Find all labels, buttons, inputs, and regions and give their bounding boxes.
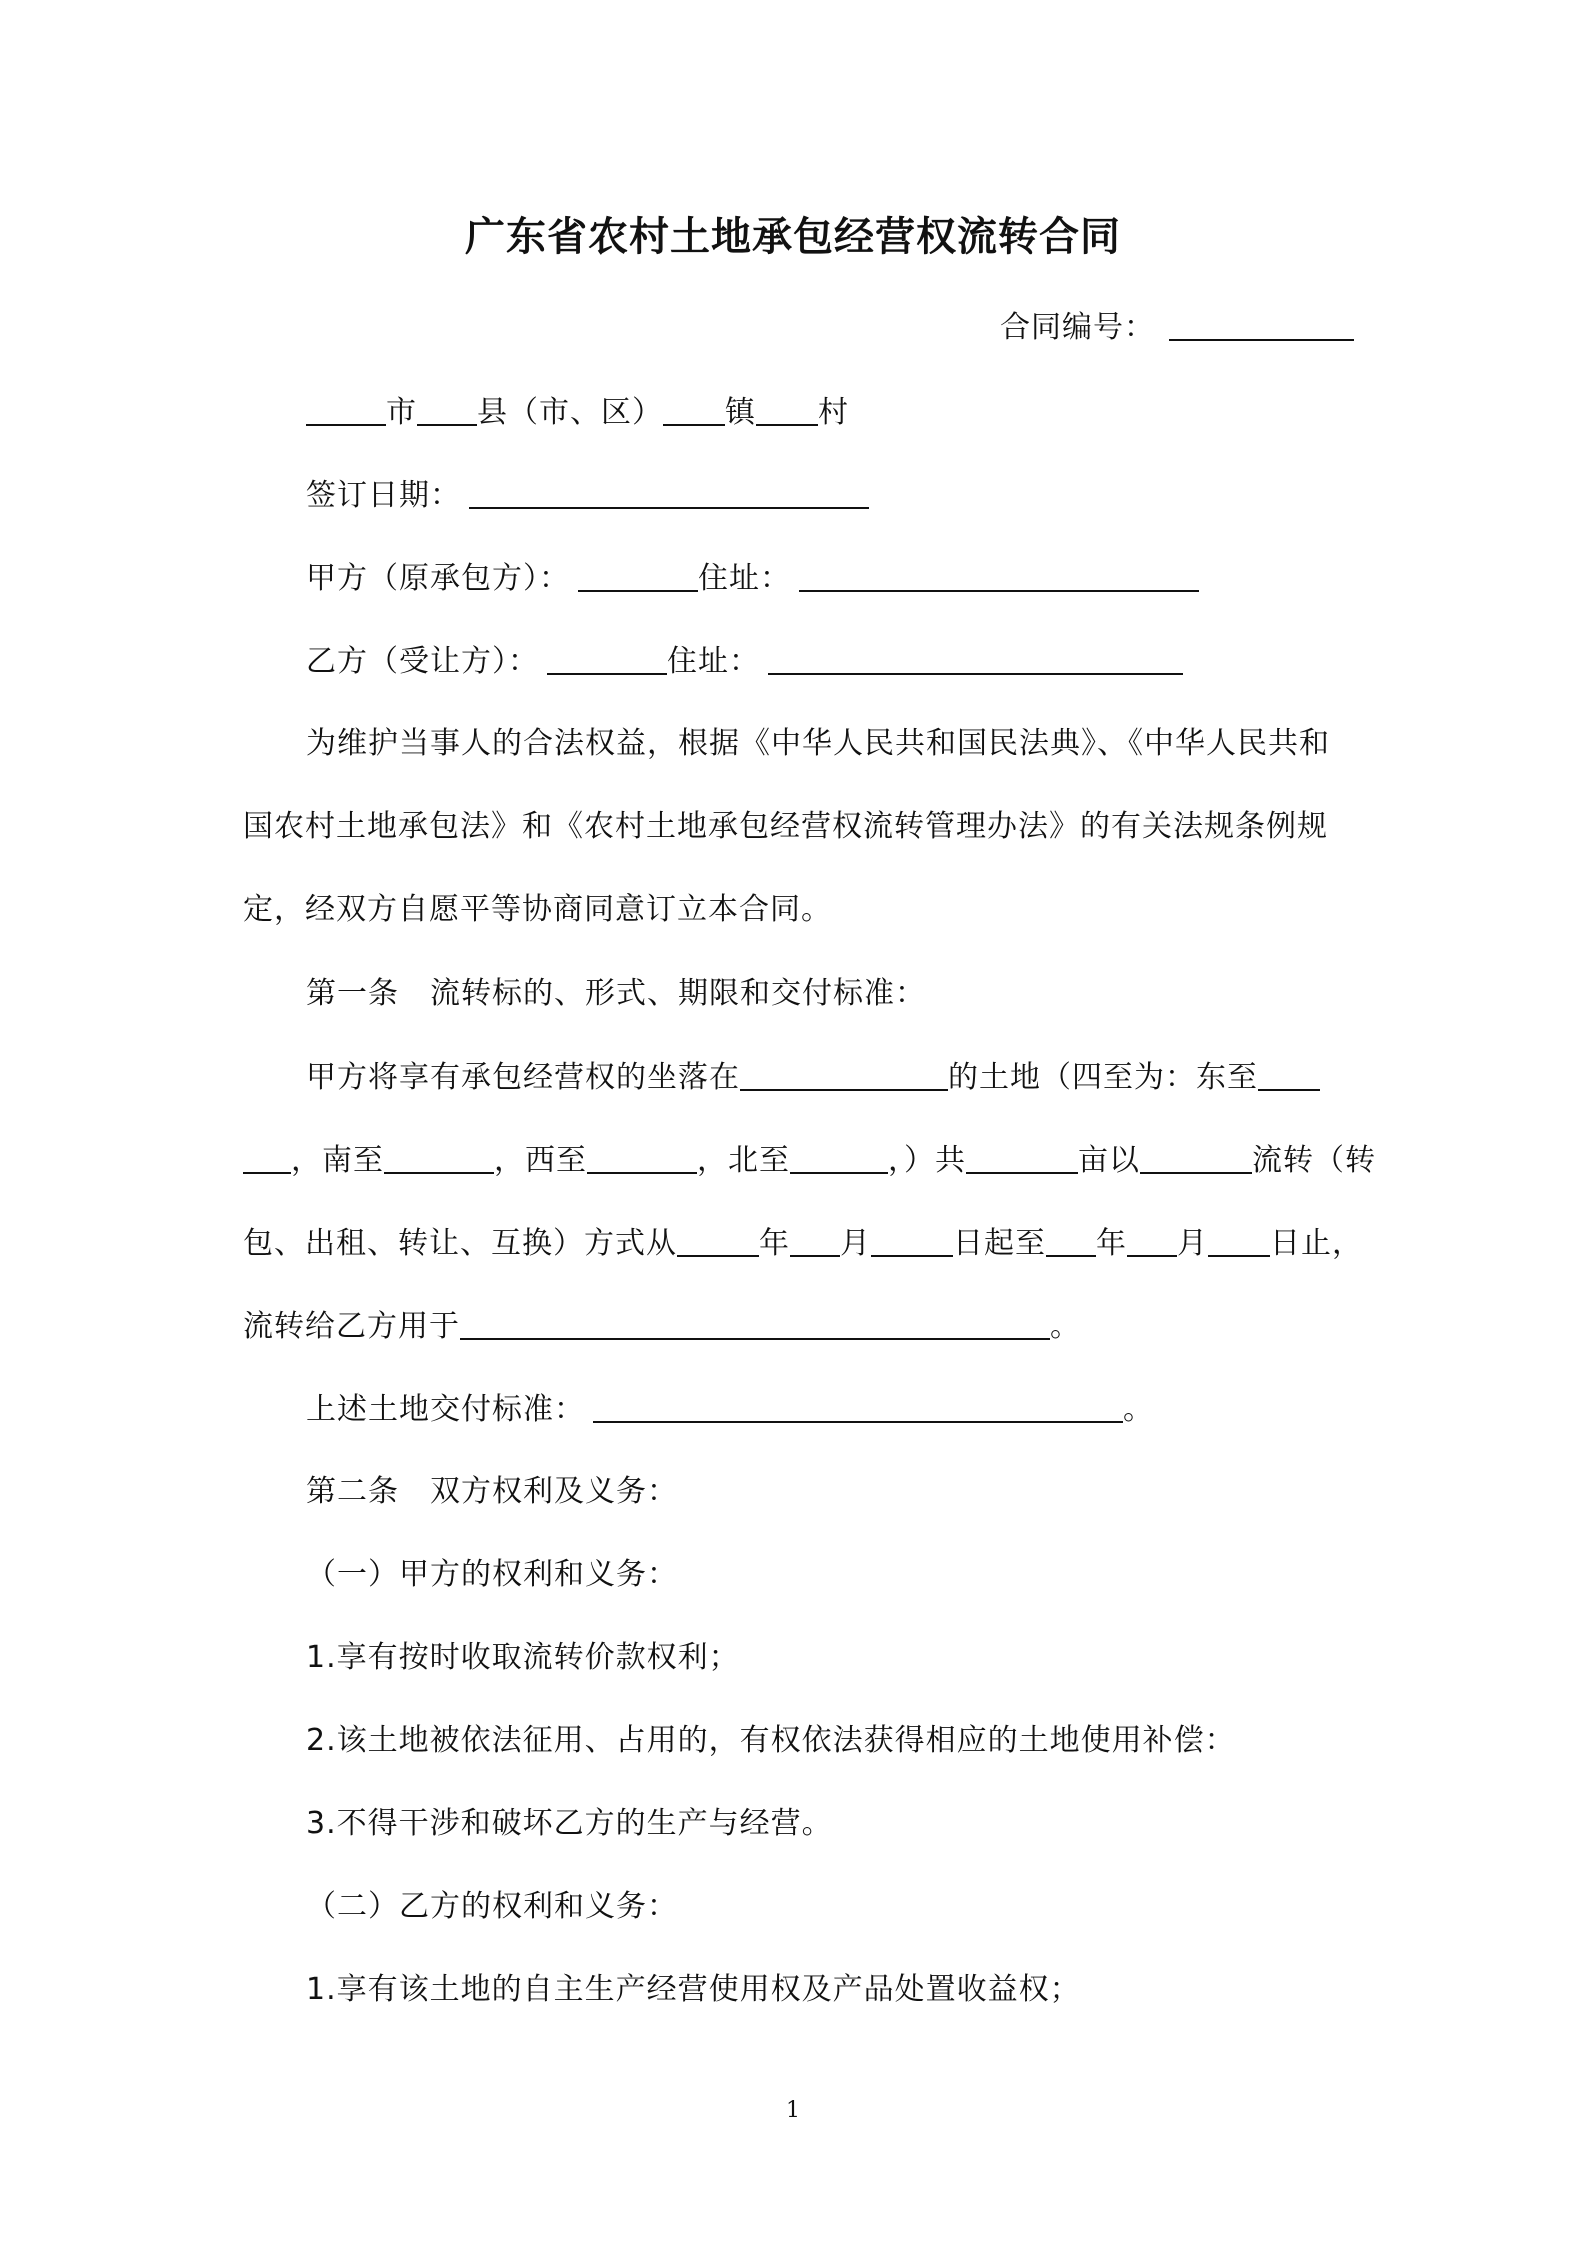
party-a-row <box>306 556 1199 601</box>
boundary-east-field-b[interactable] <box>243 1138 291 1174</box>
party-a-rights-heading: （一）甲方的权利和义务： <box>306 1557 678 1592</box>
boundary-south-label: ，南至 <box>291 1143 384 1178</box>
land-location-label: 甲方将享有承包经营权的坐落在 <box>306 1060 740 1095</box>
party-b-rights-heading: （二）乙方的权利和义务： <box>306 1889 678 1924</box>
usage-label: 流转给乙方用于 <box>243 1309 460 1344</box>
village-field[interactable] <box>756 390 818 426</box>
start-month-label: 月 <box>840 1226 871 1261</box>
boundary-north-field[interactable] <box>790 1138 888 1174</box>
start-month-field[interactable] <box>790 1221 840 1257</box>
party-b-address-label: 住址： <box>667 644 760 679</box>
boundary-east-field-a[interactable] <box>1258 1055 1320 1091</box>
party-b-rights-item: 1.享有该土地的自主生产经营使用权及产品处置收益权； <box>306 1972 1081 2007</box>
article-1-line-2 <box>243 1138 1376 1183</box>
party-a-rights-item: 2.该土地被依法征用、占用的，有权依法获得相应的土地使用补偿： <box>306 1723 1236 1758</box>
city-label: 市 <box>386 395 417 430</box>
start-year-label: 年 <box>759 1226 790 1261</box>
contract-number-row <box>1000 305 1354 350</box>
article-1-line-4 <box>243 1304 1081 1349</box>
sign-date-label: 签订日期： <box>306 478 461 513</box>
delivery-standard-end: 。 <box>1123 1392 1154 1427</box>
usage-end: 。 <box>1050 1309 1081 1344</box>
end-month-label: 月 <box>1177 1226 1208 1261</box>
village-label: 村 <box>818 395 849 430</box>
party-a-label: 甲方（原承包方）： <box>306 561 570 596</box>
area-mu-label: 亩以 <box>1078 1143 1140 1178</box>
transfer-types-label: 包、出租、转让、互换）方式从 <box>243 1226 677 1261</box>
start-day-label: 日起至 <box>953 1226 1046 1261</box>
location-row <box>306 390 849 435</box>
article-1-heading: 第一条 流转标的、形式、期限和交付标准： <box>306 976 926 1011</box>
start-year-field[interactable] <box>677 1221 759 1257</box>
area-total-label: ，）共 <box>888 1143 966 1178</box>
contract-number-label: 合同编号： <box>1000 310 1155 345</box>
boundary-west-field[interactable] <box>587 1138 697 1174</box>
end-year-label: 年 <box>1096 1226 1127 1261</box>
delivery-standard-label: 上述土地交付标准： <box>306 1392 585 1427</box>
usage-field[interactable] <box>460 1304 1050 1340</box>
boundary-south-field[interactable] <box>384 1138 494 1174</box>
party-b-label: 乙方（受让方）： <box>306 644 539 679</box>
city-field[interactable] <box>306 390 386 426</box>
area-mu-field[interactable] <box>966 1138 1078 1174</box>
end-year-field[interactable] <box>1046 1221 1096 1257</box>
sign-date-field[interactable] <box>469 473 869 509</box>
end-month-field[interactable] <box>1127 1221 1177 1257</box>
end-day-field[interactable] <box>1208 1221 1270 1257</box>
party-a-name-field[interactable] <box>578 556 698 592</box>
start-day-field[interactable] <box>871 1221 953 1257</box>
preamble-line-2: 国农村土地承包法》和《农村土地承包经营权流转管理办法》的有关法规条例规 <box>243 809 1328 844</box>
delivery-standard-row <box>306 1387 1154 1432</box>
town-field[interactable] <box>663 390 725 426</box>
delivery-standard-field[interactable] <box>593 1387 1123 1423</box>
transfer-method-field[interactable] <box>1140 1138 1252 1174</box>
party-a-rights-item: 1.享有按时收取流转价款权利； <box>306 1640 740 1675</box>
party-a-rights-item: 3.不得干涉和破坏乙方的生产与经营。 <box>306 1806 833 1841</box>
land-location-field[interactable] <box>740 1055 948 1091</box>
town-label: 镇 <box>725 395 756 430</box>
county-label: 县（市、区） <box>477 395 663 430</box>
boundary-west-label: ，西至 <box>494 1143 587 1178</box>
end-day-label: 日止， <box>1270 1226 1363 1261</box>
contract-number-field[interactable] <box>1169 305 1354 341</box>
party-a-address-label: 住址： <box>698 561 791 596</box>
county-field[interactable] <box>417 390 477 426</box>
transfer-method-label: 流转（转 <box>1252 1143 1376 1178</box>
boundary-east-label: 的土地（四至为：东至 <box>948 1060 1258 1095</box>
page-number: 1 <box>786 2098 800 2123</box>
sign-date-row <box>306 473 869 518</box>
party-b-name-field[interactable] <box>547 639 667 675</box>
article-1-line-1 <box>306 1055 1320 1100</box>
party-b-address-field[interactable] <box>768 639 1183 675</box>
document-title: 广东省农村土地承包经营权流转合同 <box>465 214 1121 260</box>
article-2-heading: 第二条 双方权利及义务： <box>306 1474 678 1509</box>
preamble-line-1: 为维护当事人的合法权益，根据《中华人民共和国民法典》、《中华人民共和 <box>306 726 1330 761</box>
article-1-line-3 <box>243 1221 1363 1266</box>
preamble-line-3: 定，经双方自愿平等协商同意订立本合同。 <box>243 892 832 927</box>
party-b-row <box>306 639 1183 684</box>
boundary-north-label: ，北至 <box>697 1143 790 1178</box>
party-a-address-field[interactable] <box>799 556 1199 592</box>
